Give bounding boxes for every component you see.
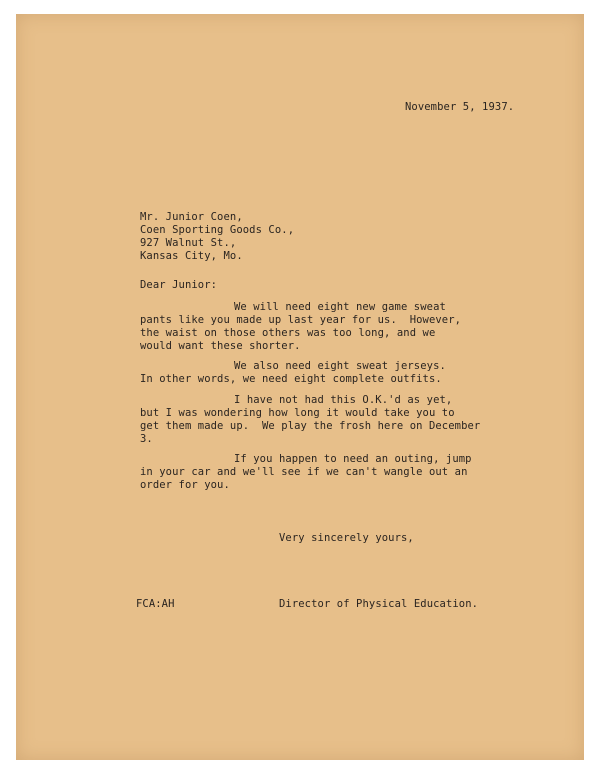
paragraph-line: order for you. — [140, 479, 230, 491]
paragraph-line: the waist on those others was too long, and we — [140, 327, 436, 339]
recipient-line: 927 Walnut St., — [140, 237, 237, 249]
paragraph-line: get them made up. We play the frosh here on December — [140, 420, 481, 432]
signature-title: Director of Physical Education. — [279, 598, 479, 610]
paragraph-line: 3. — [140, 433, 153, 445]
recipient-line: Coen Sporting Goods Co., — [140, 224, 295, 236]
paragraph-line: I have not had this O.K.'d as yet, — [234, 394, 453, 406]
typist-initials: FCA:AH — [136, 598, 175, 610]
paragraph-line: We will need eight new game sweat — [234, 301, 446, 313]
letter-page — [16, 14, 584, 760]
closing: Very sincerely yours, — [279, 532, 414, 544]
paragraph-line: pants like you made up last year for us. However, — [140, 314, 462, 326]
paragraph-line: but I was wondering how long it would take you to — [140, 407, 455, 419]
paragraph-line: in your car and we'll see if we can't wangle out an — [140, 466, 468, 478]
paragraph-line: would want these shorter. — [140, 340, 301, 352]
paragraph-line: If you happen to need an outing, jump — [234, 453, 472, 465]
letter-date: November 5, 1937. — [405, 101, 515, 113]
paragraph-line: In other words, we need eight complete outfits. — [140, 373, 442, 385]
salutation: Dear Junior: — [140, 279, 218, 291]
recipient-line: Mr. Junior Coen, — [140, 211, 243, 223]
paragraph-line: We also need eight sweat jerseys. — [234, 360, 446, 372]
recipient-line: Kansas City, Mo. — [140, 250, 243, 262]
